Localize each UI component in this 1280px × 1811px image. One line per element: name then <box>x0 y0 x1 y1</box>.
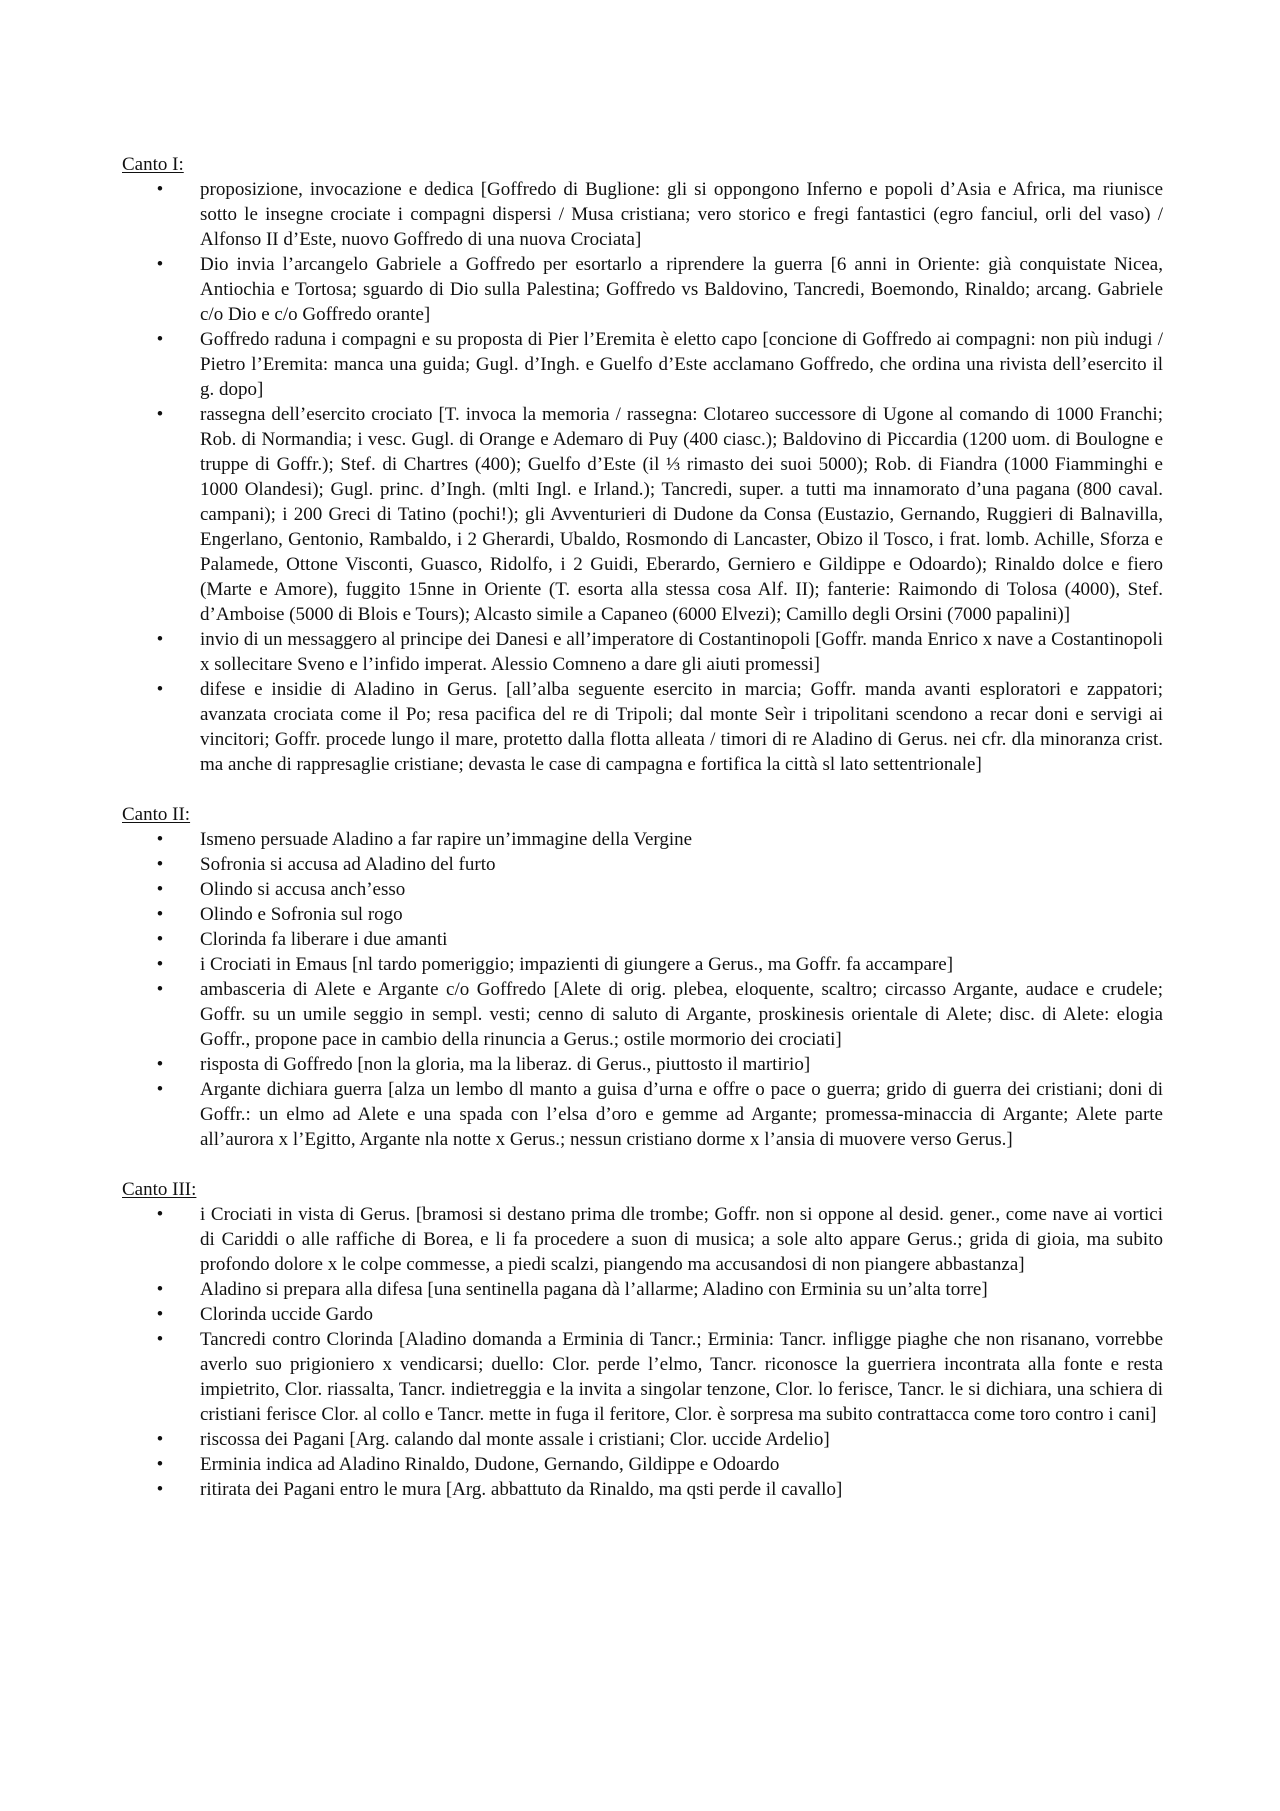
list-item-text: Erminia indica ad Aladino Rinaldo, Dudone, Gernando, Gildippe e Odoardo <box>200 1454 780 1475</box>
bullet-icon: • <box>156 1079 164 1100</box>
list-item-text: Ismeno persuade Aladino a far rapire un’immagine della Vergine <box>200 829 693 850</box>
bullet-icon: • <box>156 1329 164 1350</box>
list-item <box>156 1327 1163 1427</box>
list-item-text: i Crociati in Emaus [nl tardo pomeriggio; impazienti di giungere a Gerus., ma Goffr. fa accampare] <box>200 954 954 975</box>
canto-3-section <box>122 1177 1163 1502</box>
list-item-text: Goffredo raduna i compagni e su proposta di Pier l’Eremita è eletto capo [concione di Goffredo ai compagni: non più indugi / Pietro l’Eremita: manca una guida; Gugl. d’Ingh. e Guelfo d’Este acclamano Goffredo, che ordina una rivista dell’esercito il g. dopo] <box>200 329 1163 400</box>
bullet-icon: • <box>156 1054 164 1075</box>
bullet-icon: • <box>156 1304 164 1325</box>
canto-heading: Canto I: <box>122 154 184 175</box>
bullet-icon: • <box>156 1204 164 1225</box>
list-item-text: riscossa dei Pagani [Arg. calando dal monte assale i cristiani; Clor. uccide Ardelio] <box>200 1429 830 1450</box>
bullet-icon: • <box>156 404 164 425</box>
list-item <box>156 927 1163 952</box>
list-item <box>156 402 1163 627</box>
list-item-text: proposizione, invocazione e dedica [Goffredo di Buglione: gli si oppongono Inferno e popoli d’Asia e Africa, ma riunisce sotto le insegne crociate i compagni dispersi / Musa cristiana; vero storico e fregi fantastici (egro fanciul, orli del vaso) / Alfonso II d’Este, nuovo Goffredo di una nuova Crociata] <box>200 179 1163 250</box>
list-item <box>156 1052 1163 1077</box>
bullet-icon: • <box>156 1454 164 1475</box>
bullet-icon: • <box>156 1479 164 1500</box>
list-item-text: Aladino si prepara alla difesa [una sentinella pagana dà l’allarme; Aladino con Erminia su un’alta torre] <box>200 1279 988 1300</box>
list-item <box>156 1077 1163 1152</box>
list-item <box>156 952 1163 977</box>
list-item <box>156 1452 1163 1477</box>
list-item <box>156 1202 1163 1277</box>
list-item-text: risposta di Goffredo [non la gloria, ma la liberaz. di Gerus., piuttosto il martirio] <box>200 1054 811 1075</box>
bullet-icon: • <box>156 254 164 275</box>
list-item-text: Sofronia si accusa ad Aladino del furto <box>200 854 496 875</box>
document-page <box>122 152 1163 1527</box>
list-item <box>156 327 1163 402</box>
list-item <box>156 902 1163 927</box>
list-item-text: i Crociati in vista di Gerus. [bramosi si destano prima dle trombe; Goffr. non si oppone al desid. gener., come nave ai vortici di Cariddi o alle raffiche di Borea, e li fa procedere a suon di musica; a sole alto appare Gerus.; grida di gioia, ma subito profondo dolore x le colpe commesse, a piedi scalzi, piangendo ma accusandosi di non piangere abbastanza] <box>200 1204 1163 1275</box>
list-item <box>156 1477 1163 1502</box>
list-item-text: ambasceria di Alete e Argante c/o Goffredo [Alete di orig. plebea, eloquente, scaltro; circasso Argante, audace e crudele; Goffr. su un umile seggio in sempl. vesti; cenno di saluto di Argante, proskinesis orientale di Alete; disc. di Alete: elogia Goffr., propone pace in cambio della rinuncia a Gerus.; ostile mormorio dei crociati] <box>200 979 1163 1050</box>
bullet-list <box>122 177 1163 777</box>
list-item-text: Clorinda uccide Gardo <box>200 1304 374 1325</box>
list-item-text: Tancredi contro Clorinda [Aladino domanda a Erminia di Tancr.; Erminia: Tancr. infligge piaghe che non risanano, vorrebbe averlo suo prigioniero x vendicarsi; duello: Clor. perde l’elmo, Tancr. riconosce la guerriera incontrata alla fonte e resta impietrito, Clor. riassalta, Tancr. indietreggia e la invita a singolar tenzone, Clor. lo ferisce, Tancr. le si dichiara, una schiera di cristiani ferisce Clor. al collo e Tancr. mette in fuga il feritore, Clor. è sorpresa ma subito contrattacca come toro contro i cani] <box>200 1329 1163 1425</box>
list-item <box>156 827 1163 852</box>
list-item <box>156 877 1163 902</box>
bullet-icon: • <box>156 904 164 925</box>
list-item-text: difese e insidie di Aladino in Gerus. [all’alba seguente esercito in marcia; Goffr. manda avanti esploratori e zappatori; avanzata crociata come il Po; resa pacifica del re di Tripoli; dal monte Seìr i tripolitani scendono a recar doni e servigi ai vincitori; Goffr. procede lungo il mare, protetto dalla flotta alleata / timori di re Aladino di Gerus. nei cfr. dla minoranza crist. ma anche di rappresaglie cristiane; devasta le case di campagna e fortifica la città sl lato settentrionale] <box>200 679 1163 775</box>
bullet-icon: • <box>156 179 164 200</box>
bullet-icon: • <box>156 829 164 850</box>
list-item-text: invio di un messaggero al principe dei Danesi e all’imperatore di Costantinopoli [Goffr. manda Enrico x nave a Costantinopoli x sollecitare Sveno e l’infido imperat. Alessio Comneno a dare gli aiuti promessi] <box>200 629 1163 675</box>
list-item <box>156 1302 1163 1327</box>
canto-2-section <box>122 802 1163 1152</box>
list-item-text: Argante dichiara guerra [alza un lembo dl manto a guisa d’urna e offre o pace o guerra; grido di guerra dei cristiani; doni di Goffr.: un elmo ad Alete e una spada con l’elsa d’oro e gemme ad Argante; promessa-minaccia di Argante; Alete parte all’aurora x l’Egitto, Argante nla notte x Gerus.; nessun cristiano dorme x l’ansia di muovere verso Gerus.] <box>200 1079 1163 1150</box>
list-item-text: rassegna dell’esercito crociato [T. invoca la memoria / rassegna: Clotareo successore di Ugone al comando di 1000 Franchi; Rob. di Normandia; i vesc. Gugl. di Orange e Ademaro di Puy (400 ciasc.); Baldovino di Piccardia (1200 uom. di Boulogne e truppe di Goffr.); Stef. di Chartres (400); Guelfo d’Este (il ⅓ rimasto dei suoi 5000); Rob. di Fiandra (1000 Fiamminghi e 1000 Olandesi); Gugl. princ. d’Ingh. (mlti Ingl. e Irland.); Tancredi, super. a tutti ma innamorato d’una pagana (800 caval. campani); i 200 Greci di Tatino (pochi!); gli Avventurieri di Dudone da Consa (Eustazio, Gernando, Ruggieri di Balnavilla, Engerlano, Gentonio, Rambaldo, i 2 Gherardi, Ubaldo, Rosmondo di Lancaster, Obizo il Tosco, i frat. lomb. Achille, Sforza e Palamede, Ottone Visconti, Guasco, Ridolfo, i 2 Guidi, Eberardo, Gerniero e Gildippe e Odoardo); Rinaldo dolce e fiero (Marte e Amore), fuggito 15nne in Oriente (T. esorta alla stessa cosa Alf. II); fanterie: Raimondo di Tolosa (4000), Stef. d’Amboise (5000 di Blois e Tours); Alcasto simile a Capaneo (6000 Elvezi); Camillo degli Orsini (7000 papalini)] <box>200 404 1163 625</box>
list-item-text: ritirata dei Pagani entro le mura [Arg. abbattuto da Rinaldo, ma qsti perde il cavallo] <box>200 1479 843 1500</box>
bullet-list <box>122 827 1163 1152</box>
canto-1-section <box>122 152 1163 777</box>
bullet-icon: • <box>156 854 164 875</box>
bullet-icon: • <box>156 1429 164 1450</box>
bullet-icon: • <box>156 979 164 1000</box>
list-item <box>156 852 1163 877</box>
bullet-icon: • <box>156 329 164 350</box>
list-item <box>156 627 1163 677</box>
bullet-icon: • <box>156 954 164 975</box>
list-item-text: Clorinda fa liberare i due amanti <box>200 929 448 950</box>
canto-heading: Canto III: <box>122 1179 197 1200</box>
bullet-icon: • <box>156 929 164 950</box>
list-item-text: Olindo si accusa anch’esso <box>200 879 406 900</box>
canto-heading: Canto II: <box>122 804 191 825</box>
list-item <box>156 677 1163 777</box>
list-item <box>156 177 1163 252</box>
bullet-list <box>122 1202 1163 1502</box>
list-item <box>156 1427 1163 1452</box>
list-item-text: Dio invia l’arcangelo Gabriele a Goffredo per esortarlo a riprendere la guerra [6 anni in Oriente: già conquistate Nicea, Antiochia e Tortosa; sguardo di Dio sulla Palestina; Goffredo vs Baldovino, Tancredi, Boemondo, Rinaldo; arcang. Gabriele c/o Dio e c/o Goffredo orante] <box>200 254 1163 325</box>
list-item-text: Olindo e Sofronia sul rogo <box>200 904 403 925</box>
bullet-icon: • <box>156 679 164 700</box>
list-item <box>156 1277 1163 1302</box>
bullet-icon: • <box>156 1279 164 1300</box>
bullet-icon: • <box>156 879 164 900</box>
list-item <box>156 977 1163 1052</box>
bullet-icon: • <box>156 629 164 650</box>
list-item <box>156 252 1163 327</box>
